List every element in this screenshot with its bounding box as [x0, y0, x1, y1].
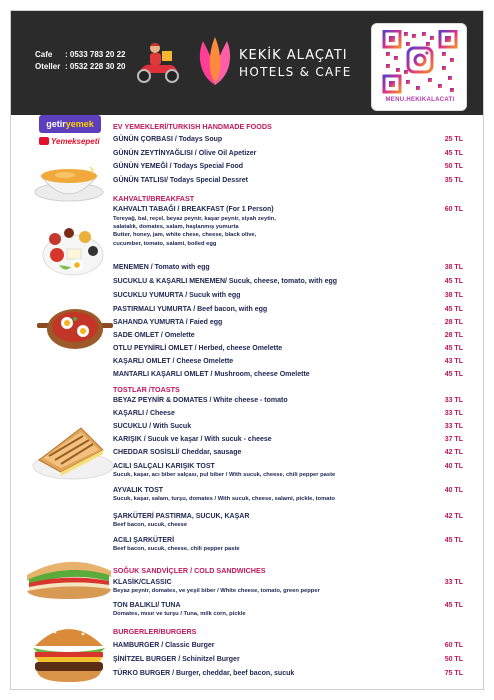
menu-item	[113, 397, 463, 404]
hotel-label: Oteller	[35, 62, 61, 71]
item-name: ŞİNİTZEL BURGER / Schinitzel Burger	[113, 656, 240, 663]
item-description: Beyaz peynir, domates, ve yeşil biber / White cheese, tomato, green pepper	[113, 588, 320, 594]
menu-item	[113, 656, 463, 663]
section-title: SOĞUK SANDVİÇLER / COLD SANDWICHES	[113, 566, 266, 575]
item-price: 35 TL	[444, 177, 463, 184]
item-price: 37 TL	[444, 436, 463, 443]
menu-item	[113, 163, 463, 170]
hotel-phone: : 0532 228 30 20	[65, 62, 126, 71]
item-price: 45 TL	[444, 602, 463, 609]
item-price: 28 TL	[444, 332, 463, 339]
menu-item	[113, 177, 463, 184]
fried-egg-pan-image	[35, 301, 115, 357]
item-price: 50 TL	[444, 163, 463, 170]
getir-logo-part: getir	[46, 119, 66, 129]
item-name: PASTIRMALI YUMURTA / Beef bacon, with egg	[113, 306, 268, 313]
section-title: EV YEMEKLERİ/TURKISH HANDMADE FOODS	[113, 122, 272, 131]
item-price: 45 TL	[444, 150, 463, 157]
item-name: KAŞARLI / Cheese	[113, 410, 175, 417]
menu-item	[113, 410, 463, 417]
item-price: 42 TL	[444, 513, 463, 520]
menu-item	[113, 537, 463, 553]
menu-item	[113, 487, 463, 503]
menu-item	[113, 602, 463, 618]
qr-caption: MENU.HEKIKALACATI	[385, 97, 455, 103]
menu-item	[113, 371, 463, 378]
item-name: SAHANDA YUMURTA / Faied egg	[113, 319, 223, 326]
brand-line-1: KEKİK ALAÇATI	[239, 48, 348, 63]
menu-item	[113, 345, 463, 352]
item-price: 75 TL	[444, 670, 463, 677]
menu-item	[113, 642, 463, 649]
menu-item	[113, 278, 463, 285]
item-price: 33 TL	[444, 579, 463, 586]
item-name: KAHVALTI TABAĞI / BREAKFAST (For 1 Person)	[113, 206, 274, 213]
item-price: 45 TL	[444, 345, 463, 352]
item-description: Sucuk, kaşar, acı biber salçası, pul biber / With sucuk, cheese, chili pepper paste	[113, 472, 336, 478]
item-name: ACILI SALÇALI KARIŞIK TOST	[113, 463, 215, 470]
item-name: SADE OMLET / Omelette	[113, 332, 195, 339]
section-title: TOSTLAR /TOASTS	[113, 385, 180, 394]
item-description: Beef bacon, sucuk, cheese	[113, 522, 188, 528]
brand-line-2: HOTELS & CAFE	[239, 65, 352, 79]
item-name: GÜNÜN YEMEĞİ / Todays Special Food	[113, 163, 244, 170]
item-name: ŞARKÜTERİ PASTIRMA, SUCUK, KAŞAR	[113, 513, 250, 520]
menu-item	[113, 332, 463, 339]
contact-info	[35, 49, 126, 73]
item-name: GÜNÜN ÇORBASI / Todays Soup	[113, 136, 223, 143]
section-title: KAHVALTI/BREAKFAST	[113, 194, 195, 203]
yemeksepeti-label: Yemeksepeti	[51, 137, 100, 146]
soup-bowl-image	[33, 154, 105, 204]
item-name: OTLU PEYNİRLİ OMLET / Herbed, cheese Omelette	[113, 345, 283, 352]
item-name: TÜRKO BURGER / Burger, cheddar, beef bacon, sucuk	[113, 670, 295, 677]
item-price: 33 TL	[444, 410, 463, 417]
menu-item	[113, 292, 463, 299]
item-name: MANTARLI KAŞARLI OMLET / Mushroom, cheese Omelette	[113, 371, 310, 378]
section-title: BURGERLER/BURGERS	[113, 627, 197, 636]
cold-sandwich-image	[23, 551, 115, 601]
item-price: 38 TL	[444, 292, 463, 299]
item-name: HAMBURGER / Classic Burger	[113, 642, 215, 649]
item-price: 60 TL	[444, 642, 463, 649]
item-name: TON BALIKLI/ TUNA	[113, 602, 181, 609]
item-price: 40 TL	[444, 487, 463, 494]
yemek-logo-part: yemek	[65, 119, 94, 129]
item-name: GÜNÜN ZEYTİNYAĞLISI / Olive Oil Apetizer	[113, 150, 257, 157]
menu-item	[113, 513, 463, 529]
menu-item	[113, 150, 463, 157]
menu-item	[113, 136, 463, 143]
item-price: 33 TL	[444, 423, 463, 430]
breakfast-plate-image	[41, 221, 105, 279]
item-price: 45 TL	[444, 537, 463, 544]
cafe-label: Cafe	[35, 50, 53, 59]
item-name: ACILI ŞARKÜTERİ	[113, 537, 175, 544]
item-name: GÜNÜN TATLISI/ Todays Special Dessret	[113, 177, 248, 184]
item-price: 45 TL	[444, 278, 463, 285]
item-name: SUCUKLU & KAŞARLI MENEMEN/ Sucuk, cheese, tomato, with egg	[113, 278, 338, 285]
item-price: 42 TL	[444, 449, 463, 456]
menu-item	[113, 423, 463, 430]
cafe-phone: : 0533 783 20 22	[65, 50, 126, 59]
toast-sandwich-image	[31, 416, 115, 482]
getir-yemek-logo[interactable]	[39, 115, 101, 133]
menu-list	[113, 11, 463, 690]
item-description: Domates, mısır ve turşu / Tuna, milk corn, pickle	[113, 611, 246, 617]
menu-item	[113, 579, 463, 595]
item-name: KLASİK/CLASSIC	[113, 579, 172, 586]
item-name: BEYAZ PEYNİR & DOMATES / White cheese - tomato	[113, 397, 288, 404]
item-description: Sucuk, kaşar, salam, turşu, domates / With sucuk, cheese, salami, pickle, tomato	[113, 496, 335, 502]
menu-item	[113, 358, 463, 365]
item-description: salatalık, domates, salam, haşlanmış yumurta	[113, 224, 239, 231]
item-name: CHEDDAR SOSİSLİ/ Cheddar, sausage	[113, 449, 242, 456]
item-price: 50 TL	[444, 656, 463, 663]
item-name: KAŞARLI OMLET / Cheese Omelette	[113, 358, 234, 365]
item-price: 25 TL	[444, 136, 463, 143]
item-price: 45 TL	[444, 306, 463, 313]
item-description: Butter, honey, jam, white chese, cheese, black olive,	[113, 232, 257, 239]
item-price: 33 TL	[444, 397, 463, 404]
menu-item	[113, 264, 463, 271]
item-description: cucumber, tomato, salami, boiled egg	[113, 240, 217, 247]
item-price: 38 TL	[444, 264, 463, 271]
item-name: MENEMEN / Tomato with egg	[113, 264, 210, 271]
item-name: SUCUKLU / With Sucuk	[113, 423, 192, 430]
menu-item	[113, 206, 463, 248]
item-price: 60 TL	[444, 206, 463, 213]
yemeksepeti-logo[interactable]	[39, 136, 103, 148]
item-price: 43 TL	[444, 358, 463, 365]
menu-item	[113, 436, 463, 443]
item-description: Tereyağ, bal, reçel, beyaz peynir, kaşar peynir, siyah zeytin,	[113, 216, 276, 222]
yemeksepeti-icon	[39, 137, 49, 145]
hamburger-image	[29, 616, 109, 684]
menu-item	[113, 670, 463, 677]
menu-page	[10, 10, 484, 690]
item-description: Beef bacon, sucuk, cheese, chili pepper paste	[113, 546, 240, 552]
item-name: AYVALIK TOST	[113, 487, 164, 494]
item-price: 40 TL	[444, 463, 463, 470]
item-price: 45 TL	[444, 371, 463, 378]
item-name: SUCUKLU YUMURTA / Sucuk with egg	[113, 292, 241, 299]
menu-item	[113, 306, 463, 313]
menu-item	[113, 463, 463, 479]
item-price: 28 TL	[444, 319, 463, 326]
menu-item	[113, 449, 463, 456]
item-name: KARIŞIK / Sucuk ve kaşar / With sucuk - cheese	[113, 436, 272, 443]
menu-item	[113, 319, 463, 326]
